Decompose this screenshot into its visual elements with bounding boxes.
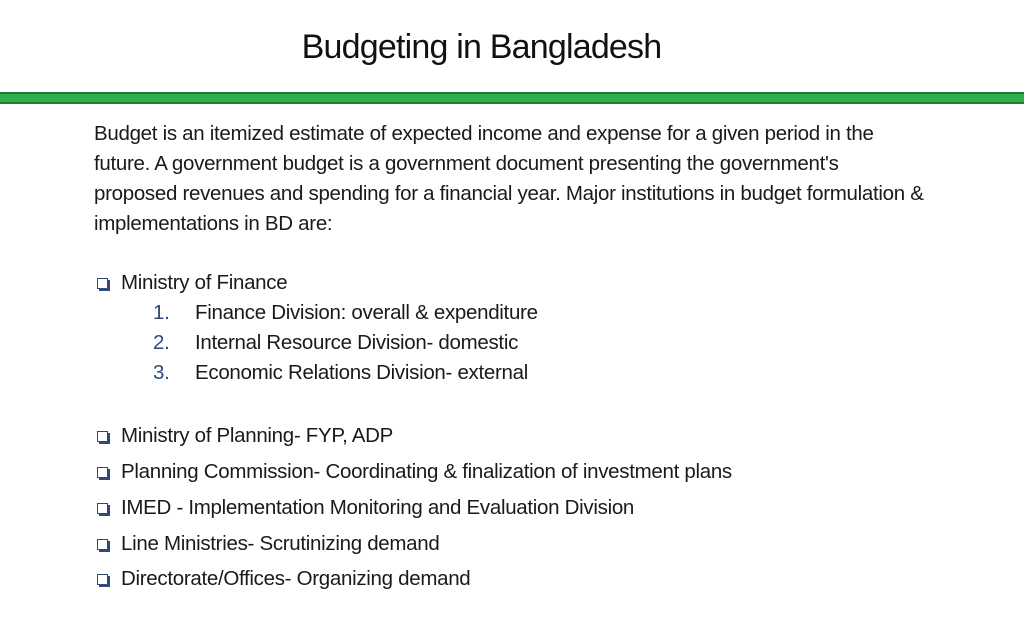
- division-number: 2.: [153, 331, 170, 354]
- division-text: Internal Resource Division- domestic: [195, 331, 519, 354]
- division-text: Economic Relations Division- external: [195, 361, 528, 384]
- checkbox-bullet-icon: [97, 503, 108, 514]
- bullet-institution: [97, 529, 439, 559]
- division-item: [153, 328, 518, 358]
- bullet-label: Ministry of Planning- FYP, ADP: [121, 424, 394, 447]
- division-item: [153, 358, 528, 388]
- slide-title: Budgeting in Bangladesh: [301, 28, 662, 66]
- checkbox-bullet-icon: [97, 278, 108, 289]
- division-text: Finance Division: overall & expenditure: [195, 301, 538, 324]
- intro-paragraph: Budget is an itemized estimate of expected income and expense for a given period in the future. A government budget is a government document presenting the government's proposed revenues and spending for a financial year. Major institutions in budget formulation & implementations in BD are:: [94, 122, 924, 235]
- division-number: 3.: [153, 361, 170, 384]
- bullet-label: Planning Commission- Coordinating & finalization of investment plans: [121, 460, 732, 483]
- bullet-institution: [97, 457, 732, 487]
- checkbox-bullet-icon: [97, 467, 108, 478]
- title-divider: [0, 92, 1024, 104]
- bullet-ministry-of-finance: [97, 268, 287, 298]
- checkbox-bullet-icon: [97, 431, 108, 442]
- checkbox-bullet-icon: [97, 539, 108, 550]
- division-item: [153, 298, 538, 328]
- checkbox-bullet-icon: [97, 574, 108, 585]
- bullet-label: IMED - Implementation Monitoring and Evaluation Division: [121, 496, 635, 519]
- bullet-label: Directorate/Offices- Organizing demand: [121, 567, 471, 590]
- division-number: 1.: [153, 301, 170, 324]
- bullet-institution: [97, 564, 470, 594]
- bullet-label: Ministry of Finance: [121, 271, 288, 294]
- bullet-institution: [97, 493, 634, 523]
- bullet-institution: [97, 421, 393, 451]
- bullet-label: Line Ministries- Scrutinizing demand: [121, 532, 440, 555]
